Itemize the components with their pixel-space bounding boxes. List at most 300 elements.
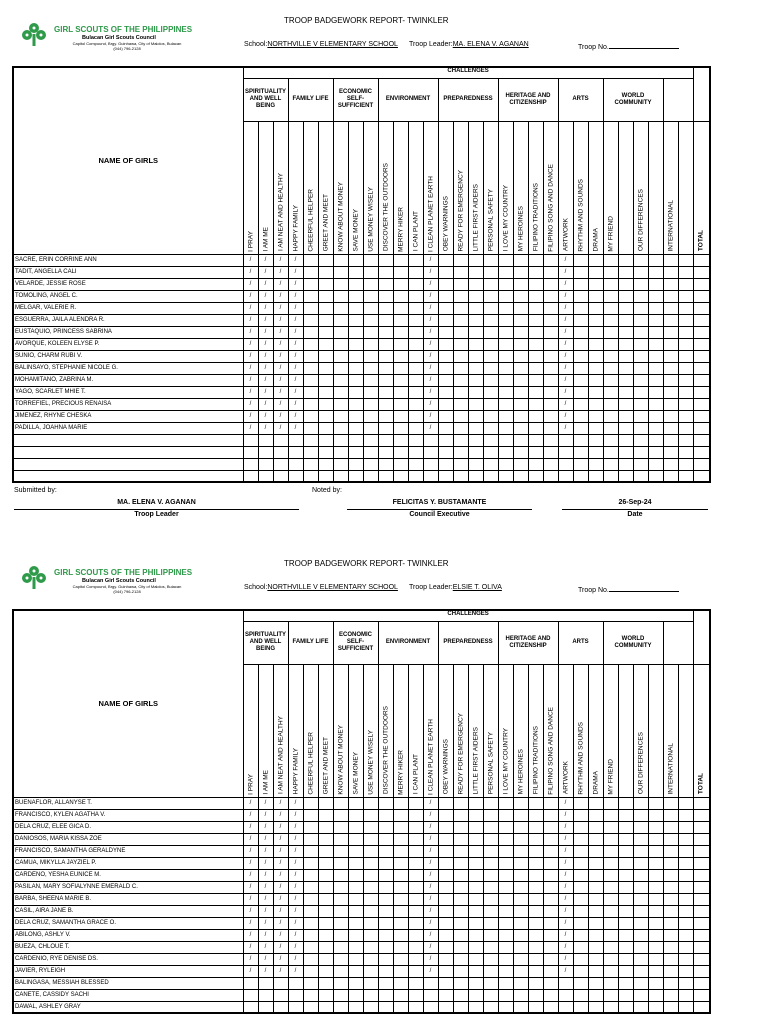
badge-cell — [603, 893, 618, 905]
badge-cell — [363, 809, 378, 821]
badge-label: KNOW ABOUT MONEY — [337, 181, 344, 252]
badge-cell — [438, 869, 453, 881]
badge-cell — [633, 362, 648, 374]
badge-cell — [483, 350, 498, 362]
badge-mark: / — [558, 398, 573, 410]
badge-cell — [483, 869, 498, 881]
badge-cell — [648, 821, 663, 833]
category-spirituality-and-well-being: SPIRITUALITY AND WELL BEING — [243, 78, 288, 121]
badge-cell — [303, 434, 318, 446]
signature-executive-name: FELICITAS Y. BUSTAMANTE — [392, 499, 487, 506]
badge-cell — [393, 374, 408, 386]
badge-cell — [588, 929, 603, 941]
badge-cell — [453, 458, 468, 470]
badge-cell — [438, 350, 453, 362]
category-economic-self-sufficient: ECONOMIC SELF-SUFFICIENT — [333, 621, 378, 664]
badge-cell — [348, 386, 363, 398]
badge-cell — [558, 989, 573, 1001]
badge-mark: / — [258, 797, 273, 809]
badge-cell — [543, 398, 558, 410]
badge-mark: / — [243, 881, 258, 893]
badge-use-money-wisely — [363, 664, 378, 797]
badge-cell — [678, 941, 693, 953]
badge-cell — [618, 833, 633, 845]
badge-cell — [288, 977, 303, 989]
badge-cell — [333, 917, 348, 929]
badge-cell — [573, 929, 588, 941]
badge-cell — [438, 422, 453, 434]
badge-cell — [438, 1001, 453, 1013]
badge-cell — [618, 290, 633, 302]
badge-cell — [303, 266, 318, 278]
badge-cell — [573, 254, 588, 266]
badge-label: ARTWORK — [562, 761, 569, 795]
badge-cell — [498, 953, 513, 965]
badge-cell — [378, 422, 393, 434]
badge-cell — [648, 434, 663, 446]
badge-cell — [348, 821, 363, 833]
badge-cell — [498, 302, 513, 314]
badge-cell — [588, 314, 603, 326]
badge-cell — [408, 917, 423, 929]
badge-cell — [663, 977, 678, 989]
badge-label: I AM NEAT AND HEALTHY — [277, 173, 284, 252]
badge-cell — [648, 797, 663, 809]
badge-cell — [378, 326, 393, 338]
badge-cell — [348, 857, 363, 869]
badge-mark: / — [558, 929, 573, 941]
badge-cell — [453, 314, 468, 326]
badge-cell — [408, 362, 423, 374]
badge-cell — [693, 869, 710, 881]
badge-cell — [618, 350, 633, 362]
badge-cell — [513, 278, 528, 290]
badge-cell — [303, 809, 318, 821]
table-row — [13, 434, 710, 446]
badge-cell — [393, 953, 408, 965]
badge-cell — [588, 845, 603, 857]
badge-cell — [543, 386, 558, 398]
badge-cell — [513, 386, 528, 398]
badge-cell — [543, 314, 558, 326]
badge-cell — [693, 434, 710, 446]
badge-cell — [333, 989, 348, 1001]
badge-mark: / — [423, 314, 438, 326]
badge-cell — [318, 446, 333, 458]
badge-cell — [603, 350, 618, 362]
report-2 — [12, 557, 712, 1014]
badge-cell — [333, 446, 348, 458]
badge-cell — [678, 458, 693, 470]
badge-cell — [543, 905, 558, 917]
badge-cell — [648, 386, 663, 398]
badge-mark: / — [258, 917, 273, 929]
badge-cell — [603, 266, 618, 278]
school-label: School: — [244, 584, 268, 591]
badge-label: MY HEROINES — [517, 749, 524, 795]
badge-cell — [678, 386, 693, 398]
badge-cell — [603, 857, 618, 869]
badge-cell — [393, 809, 408, 821]
badge-cell — [573, 434, 588, 446]
badge-i-am-neat-and-healthy — [273, 121, 288, 254]
badge-cell — [378, 434, 393, 446]
badge-cell — [633, 977, 648, 989]
badge-cell — [408, 458, 423, 470]
school-name: NORTHVILLE V ELEMENTARY SCHOOL — [267, 41, 398, 48]
badge-cell — [498, 833, 513, 845]
table-row — [13, 929, 710, 941]
badge-cell — [408, 977, 423, 989]
table-row — [13, 290, 710, 302]
badge-mark: / — [288, 278, 303, 290]
badge-cell — [303, 398, 318, 410]
girl-name: TOMOLING, ANGEL C. — [13, 290, 243, 302]
badge-cell — [468, 422, 483, 434]
badge-cell — [468, 809, 483, 821]
badge-cell — [573, 845, 588, 857]
table-row — [13, 833, 710, 845]
badge-mark: / — [558, 845, 573, 857]
badge-mark: / — [423, 338, 438, 350]
badge-cell — [543, 338, 558, 350]
badge-cell — [498, 362, 513, 374]
org-council: Bulacan Girl Scouts Council — [82, 578, 156, 584]
badge-i-am-neat-and-healthy — [273, 664, 288, 797]
badge-label: PERSONAL SAFETY — [487, 189, 494, 252]
badge-cell — [693, 446, 710, 458]
badge-filipino-traditions — [528, 664, 543, 797]
badge-cell — [393, 941, 408, 953]
badge-cell — [438, 458, 453, 470]
badge-my-heroines — [513, 121, 528, 254]
badge-cell — [408, 821, 423, 833]
badge-cell — [438, 893, 453, 905]
badge-cell — [498, 941, 513, 953]
badge-cell — [528, 386, 543, 398]
badge-cell — [663, 374, 678, 386]
badge-cell — [663, 869, 678, 881]
badge-cell — [678, 314, 693, 326]
badge-cell — [678, 434, 693, 446]
badge-cell — [348, 398, 363, 410]
badge-label: KNOW ABOUT MONEY — [337, 724, 344, 795]
badge-cell — [408, 314, 423, 326]
badge-cell — [663, 917, 678, 929]
girl-name: CAMUA, MIKYLLA JAYZIEL P. — [13, 857, 243, 869]
badge-cell — [633, 1001, 648, 1013]
badge-cell — [318, 869, 333, 881]
badge-cell — [408, 326, 423, 338]
badge-mark: / — [558, 410, 573, 422]
badge-cell — [363, 977, 378, 989]
badge-mark: / — [288, 326, 303, 338]
badge-our-differences — [633, 664, 648, 797]
badge-mark: / — [273, 929, 288, 941]
badge-mark: / — [423, 410, 438, 422]
badge-cell — [603, 941, 618, 953]
badge-cell — [453, 410, 468, 422]
badge-cell — [393, 470, 408, 482]
badge-cell — [378, 470, 393, 482]
badge-cell — [438, 857, 453, 869]
troop-no-line — [578, 42, 679, 51]
badge-cell — [318, 470, 333, 482]
badge-cell — [363, 434, 378, 446]
badge-cell — [543, 254, 558, 266]
badge-cell — [378, 953, 393, 965]
badge-cell — [378, 881, 393, 893]
badge-cell — [483, 434, 498, 446]
badge-mark: / — [558, 314, 573, 326]
badge-cell — [573, 917, 588, 929]
badge-cell — [483, 446, 498, 458]
badge-cell — [483, 398, 498, 410]
badge-cell — [363, 1001, 378, 1013]
badge-cell — [348, 314, 363, 326]
badge-mark: / — [273, 386, 288, 398]
badge-cell — [348, 362, 363, 374]
badge-cell — [633, 881, 648, 893]
badge-cell — [693, 941, 710, 953]
badge-cell — [573, 374, 588, 386]
badge-cell — [603, 326, 618, 338]
badge-cell — [438, 929, 453, 941]
badge-cell — [633, 446, 648, 458]
badge-cell — [423, 1001, 438, 1013]
table-row — [13, 905, 710, 917]
badge-cell — [513, 869, 528, 881]
badge-cell — [258, 977, 273, 989]
table-row — [13, 254, 710, 266]
badge-cell — [408, 953, 423, 965]
badge-label: USE MONEY WISELY — [367, 729, 374, 795]
badge-cell — [678, 290, 693, 302]
badge-cell — [408, 869, 423, 881]
badge-cell — [363, 797, 378, 809]
badge-greet-and-meet — [318, 664, 333, 797]
badge-save-money — [348, 121, 363, 254]
badge-cell — [303, 917, 318, 929]
badge-cell — [408, 398, 423, 410]
badge-cell — [663, 929, 678, 941]
badge-cell — [528, 314, 543, 326]
badge-artwork — [558, 664, 573, 797]
badge-cell — [393, 434, 408, 446]
badge-cell — [648, 869, 663, 881]
badge-cell — [333, 422, 348, 434]
badge-i-love-my-country — [498, 121, 513, 254]
badge-cell — [648, 893, 663, 905]
badge-cell — [273, 434, 288, 446]
badge-cell — [633, 338, 648, 350]
badge-cell — [603, 929, 618, 941]
badge-cell — [528, 941, 543, 953]
category-family-life: FAMILY LIFE — [288, 78, 333, 121]
badge-cell — [693, 821, 710, 833]
badge-mark: / — [273, 398, 288, 410]
badge-mark: / — [243, 821, 258, 833]
badge-blank — [648, 121, 663, 254]
badge-cell — [303, 821, 318, 833]
badge-cell — [423, 434, 438, 446]
badge-cell — [663, 470, 678, 482]
badge-cell — [588, 446, 603, 458]
badge-label: I AM NEAT AND HEALTHY — [277, 716, 284, 795]
badge-cell — [378, 977, 393, 989]
badge-cell — [408, 989, 423, 1001]
badge-cell — [243, 470, 258, 482]
badge-cell — [573, 386, 588, 398]
badge-cell — [453, 386, 468, 398]
badge-cell — [618, 941, 633, 953]
badge-cell — [333, 881, 348, 893]
badge-cell — [468, 326, 483, 338]
badge-cell — [303, 446, 318, 458]
badge-cell — [453, 845, 468, 857]
badge-cell — [438, 977, 453, 989]
badge-cell — [393, 905, 408, 917]
badge-cell — [468, 893, 483, 905]
badge-cell — [453, 989, 468, 1001]
badge-mark: / — [258, 809, 273, 821]
badge-i-can-plant — [408, 121, 423, 254]
table-row — [13, 350, 710, 362]
table-row — [13, 422, 710, 434]
badge-label: RHYTHM AND SOUNDS — [577, 721, 584, 795]
badge-cell — [648, 977, 663, 989]
troop-no-label: Troop No. — [578, 44, 609, 51]
badge-cell — [378, 809, 393, 821]
badge-cell — [393, 977, 408, 989]
troop-no-line — [578, 585, 679, 594]
badge-little-first-aiders — [468, 121, 483, 254]
badge-cell — [648, 809, 663, 821]
badge-cell — [573, 893, 588, 905]
category-family-life: FAMILY LIFE — [288, 621, 333, 664]
girl-name: BALINSAYO, STEPHANIE NICOLE G. — [13, 362, 243, 374]
badge-cell — [378, 1001, 393, 1013]
badge-mark: / — [423, 254, 438, 266]
badge-cheerful-helper — [303, 121, 318, 254]
badge-cell — [318, 989, 333, 1001]
badge-cell — [303, 278, 318, 290]
badge-cell — [303, 458, 318, 470]
badge-mark: / — [558, 266, 573, 278]
badge-cell — [693, 905, 710, 917]
badge-cell — [453, 917, 468, 929]
badge-i-love-my-country — [498, 664, 513, 797]
badge-cell — [558, 434, 573, 446]
badge-cell — [483, 410, 498, 422]
badge-i-clean-planet-earth — [423, 121, 438, 254]
badge-cell — [513, 458, 528, 470]
badge-mark: / — [273, 881, 288, 893]
badge-cell — [453, 821, 468, 833]
badge-label: I LOVE MY COUNTRY — [502, 185, 509, 252]
badge-mark: / — [243, 905, 258, 917]
badge-cell — [528, 302, 543, 314]
badge-cell — [678, 905, 693, 917]
badge-artwork — [558, 121, 573, 254]
badge-mark: / — [258, 278, 273, 290]
badge-cell — [513, 965, 528, 977]
badge-cell — [333, 941, 348, 953]
badge-mark: / — [423, 797, 438, 809]
badge-cell — [603, 338, 618, 350]
badge-blank — [678, 664, 693, 797]
badge-mark: / — [288, 362, 303, 374]
badge-cell — [603, 989, 618, 1001]
badge-cell — [438, 326, 453, 338]
badge-cell — [513, 422, 528, 434]
badge-mark: / — [288, 965, 303, 977]
badge-i-am-me — [258, 121, 273, 254]
badge-mark: / — [288, 266, 303, 278]
table-row — [13, 374, 710, 386]
badge-cell — [393, 254, 408, 266]
badge-cell — [258, 434, 273, 446]
badge-cell — [573, 821, 588, 833]
badge-cell — [693, 266, 710, 278]
badge-cell — [393, 833, 408, 845]
badge-cell — [618, 821, 633, 833]
badge-cell — [243, 446, 258, 458]
badge-cell — [438, 410, 453, 422]
girl-name: YAGO, SCARLET MHIE T. — [13, 386, 243, 398]
badge-mark: / — [423, 821, 438, 833]
badge-cell — [633, 398, 648, 410]
badge-label: MERRY HIKER — [397, 749, 404, 795]
badge-cell — [273, 470, 288, 482]
badge-label: I PRAY — [247, 773, 254, 795]
badge-cell — [393, 326, 408, 338]
badge-mark: / — [243, 254, 258, 266]
badge-cell — [468, 989, 483, 1001]
badge-cell — [693, 917, 710, 929]
badge-cell — [258, 1001, 273, 1013]
badge-mark: / — [273, 410, 288, 422]
org-name: GIRL SCOUTS OF THE PHILIPPINES — [54, 25, 193, 34]
badge-cell — [633, 905, 648, 917]
badge-cell — [663, 314, 678, 326]
badge-blank — [618, 121, 633, 254]
badge-cell — [663, 434, 678, 446]
badge-label: FILIPINO TRADITIONS — [532, 183, 539, 252]
badge-cell — [663, 290, 678, 302]
signature-leader — [14, 499, 299, 529]
girl-name: CARDENO, YESHA EUNICE M. — [13, 869, 243, 881]
badge-cell — [618, 881, 633, 893]
category-heritage-and-citizenship: HERITAGE AND CITIZENSHIP — [498, 621, 558, 664]
badge-cell — [573, 266, 588, 278]
badge-cell — [348, 302, 363, 314]
badge-cell — [393, 278, 408, 290]
badge-cell — [318, 302, 333, 314]
badge-cell — [438, 278, 453, 290]
girl-name — [13, 434, 243, 446]
badge-cell — [603, 965, 618, 977]
girl-name: MOHAMITANO, ZABRINA M. — [13, 374, 243, 386]
badge-cell — [558, 977, 573, 989]
badge-cell — [528, 869, 543, 881]
table-row — [13, 809, 710, 821]
badge-cell — [393, 422, 408, 434]
badge-cell — [363, 386, 378, 398]
badge-rhythm-and-sounds — [573, 664, 588, 797]
badge-cell — [393, 845, 408, 857]
badge-cell — [303, 929, 318, 941]
